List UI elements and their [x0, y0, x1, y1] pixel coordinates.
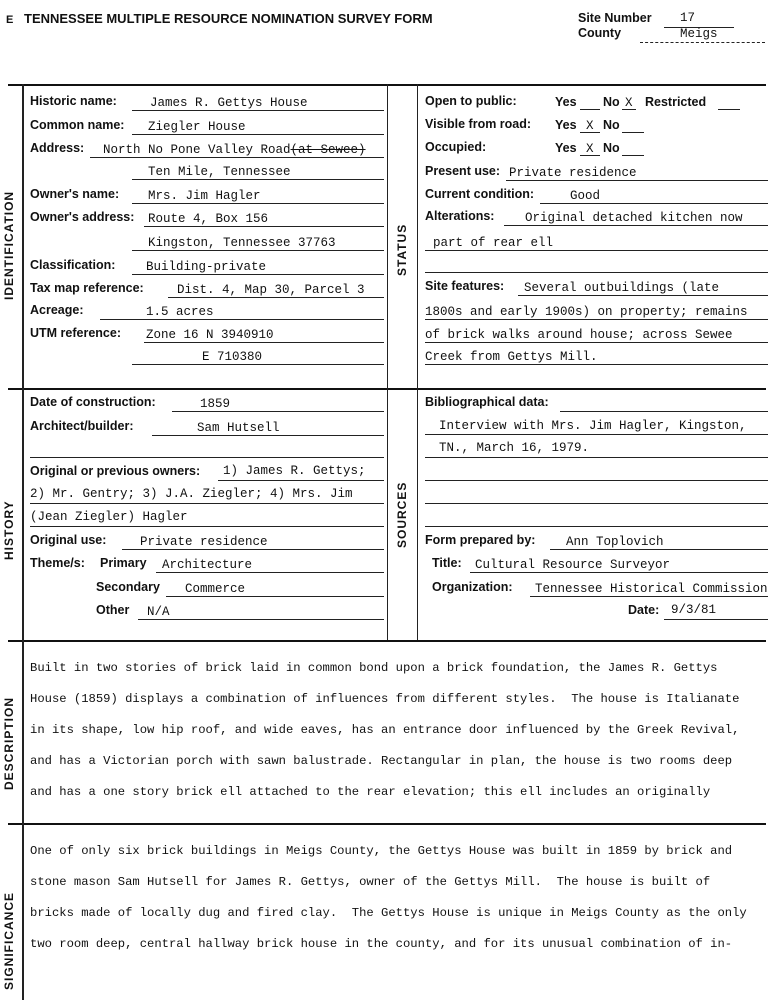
site-number-value: 17 [680, 11, 696, 25]
primary-label: Primary [100, 556, 147, 570]
occupied-label: Occupied: [425, 140, 487, 154]
open-restricted: Restricted [645, 95, 707, 109]
date-of-construction-label: Date of construction: [30, 395, 156, 409]
title-value: Cultural Resource Surveyor [475, 558, 671, 572]
title-label: Title: [432, 556, 462, 570]
corner-mark: E [6, 14, 14, 26]
description-line: Built in two stories of brick laid in common bond upon a brick foundation, the James R. Gettys [30, 660, 718, 675]
primary-value: Architecture [162, 558, 253, 572]
county-label: County [578, 26, 622, 40]
alterations-line2: part of rear ell [433, 236, 554, 250]
significance-line: stone mason Sam Hutsell for James R. Gettys, owner of the Gettys Mill. The house is built of [30, 874, 711, 889]
description-line: and has a Victorian porch with sawn balustrade. Rectangular in plan, the house is two rooms deep [30, 754, 733, 769]
site-features-line3: of brick walks around house; across Sewee [425, 328, 733, 342]
visible-label: Visible from road: [425, 117, 532, 131]
biblio-line2: TN., March 16, 1979. [439, 441, 590, 455]
biblio-line1: Interview with Mrs. Jim Hagler, Kingston, [439, 419, 747, 433]
address-line1 [103, 143, 366, 157]
address-line2: Ten Mile, Tennessee [148, 165, 291, 179]
common-name-label: Common name: [30, 118, 125, 132]
open-yes: Yes [555, 95, 577, 109]
historic-name-value: James R. Gettys House [150, 96, 308, 110]
utm-label: UTM reference: [30, 326, 121, 340]
utm-line2: E 710380 [202, 350, 263, 364]
significance-line: One of only six brick buildings in Meigs County, the Gettys House was built in 1859 by brick and [30, 843, 733, 858]
owners-label: Original or previous owners: [30, 464, 201, 478]
architect-label: Architect/builder: [30, 419, 134, 433]
open-mark: X [625, 96, 633, 110]
secondary-value: Commerce [185, 582, 246, 596]
significance-text [30, 828, 762, 958]
side-label-description: DESCRIPTION [2, 696, 16, 790]
other-label: Other [96, 603, 130, 617]
tax-map-value: Dist. 4, Map 30, Parcel 3 [177, 283, 365, 297]
side-label-status: STATUS [395, 223, 409, 276]
description-line: House (1859) displays a combination of influences from different styles. The house is Italianate [30, 691, 740, 706]
themes-label: Theme/s: [30, 556, 85, 570]
organization-value: Tennessee Historical Commission [535, 582, 768, 596]
occupied-yes: Yes [555, 141, 577, 155]
address-struck: (at Sewee) [290, 143, 366, 157]
site-features-line4: Creek from Gettys Mill. [425, 350, 598, 364]
classification-value: Building-private [146, 260, 267, 274]
classification-label: Classification: [30, 258, 116, 272]
date-prepared-label: Date: [628, 603, 660, 617]
occupied-mark: X [586, 142, 594, 156]
site-number-label: Site Number [578, 11, 652, 25]
secondary-label: Secondary [96, 580, 160, 594]
alterations-label: Alterations: [425, 209, 495, 223]
date-prepared-value: 9/3/81 [671, 603, 717, 617]
bibliographical-label: Bibliographical data: [425, 395, 549, 409]
site-features-line2: 1800s and early 1900s) on property; remains [425, 305, 748, 319]
owners-line1: 1) James R. Gettys; [223, 464, 366, 478]
present-use-label: Present use: [425, 164, 501, 178]
owners-line3: (Jean Ziegler) Hagler [30, 510, 188, 524]
organization-label: Organization: [432, 580, 513, 594]
prepared-by-value: Ann Toplovich [566, 535, 664, 549]
owner-name-label: Owner's name: [30, 187, 120, 201]
significance-line: bricks made of locally dug and fired clay. The Gettys House is unique in Meigs County as the only [30, 905, 747, 920]
form-title: TENNESSEE MULTIPLE RESOURCE NOMINATION SURVEY FORM [24, 11, 433, 26]
date-of-construction-value: 1859 [200, 397, 231, 411]
alterations-line1: Original detached kitchen now [525, 211, 743, 225]
significance-line: two room deep, central hallway brick house in the county, and for its unusual combination of in- [30, 937, 733, 952]
visible-no: No [603, 118, 620, 132]
owner-address-label: Owner's address: [30, 210, 135, 224]
tax-map-label: Tax map reference: [30, 281, 144, 295]
utm-line1: Zone 16 N 3940910 [146, 328, 274, 342]
description-text [30, 645, 762, 817]
side-label-identification: IDENTIFICATION [2, 190, 16, 300]
owner-address-line1: Route 4, Box 156 [148, 212, 269, 226]
occupied-no: No [603, 141, 620, 155]
condition-value: Good [570, 189, 601, 203]
side-label-significance: SIGNIFICANCE [2, 891, 16, 990]
site-features-label: Site features: [425, 279, 505, 293]
other-value: N/A [147, 605, 170, 619]
visible-yes: Yes [555, 118, 577, 132]
owner-name-value: Mrs. Jim Hagler [148, 189, 261, 203]
side-label-sources: SOURCES [395, 481, 409, 548]
description-line: and has a one story brick ell attached to the rear elevation; this ell includes an originally [30, 785, 711, 800]
visible-mark: X [586, 119, 594, 133]
owners-line2: 2) Mr. Gentry; 3) J.A. Ziegler; 4) Mrs. Jim [30, 487, 353, 501]
historic-name-label: Historic name: [30, 94, 117, 108]
description-line: in its shape, low hip roof, and wide eaves, has an entrance door influenced by the Greek Revival, [30, 722, 740, 737]
architect-value: Sam Hutsell [197, 421, 280, 435]
owner-address-line2: Kingston, Tennessee 37763 [148, 236, 336, 250]
county-value: Meigs [680, 27, 718, 41]
condition-label: Current condition: [425, 187, 535, 201]
address-road: North No Pone Valley Road [103, 143, 291, 157]
side-label-history: HISTORY [2, 500, 16, 560]
acreage-value: 1.5 acres [146, 305, 214, 319]
open-no: No [603, 95, 620, 109]
open-to-public-label: Open to public: [425, 94, 517, 108]
address-label: Address: [30, 141, 85, 155]
original-use-label: Original use: [30, 533, 107, 547]
prepared-by-label: Form prepared by: [425, 533, 536, 547]
site-features-line1: Several outbuildings (late [524, 281, 720, 295]
common-name-value: Ziegler House [148, 120, 246, 134]
original-use-value: Private residence [140, 535, 268, 549]
acreage-label: Acreage: [30, 303, 84, 317]
present-use-value: Private residence [509, 166, 637, 180]
